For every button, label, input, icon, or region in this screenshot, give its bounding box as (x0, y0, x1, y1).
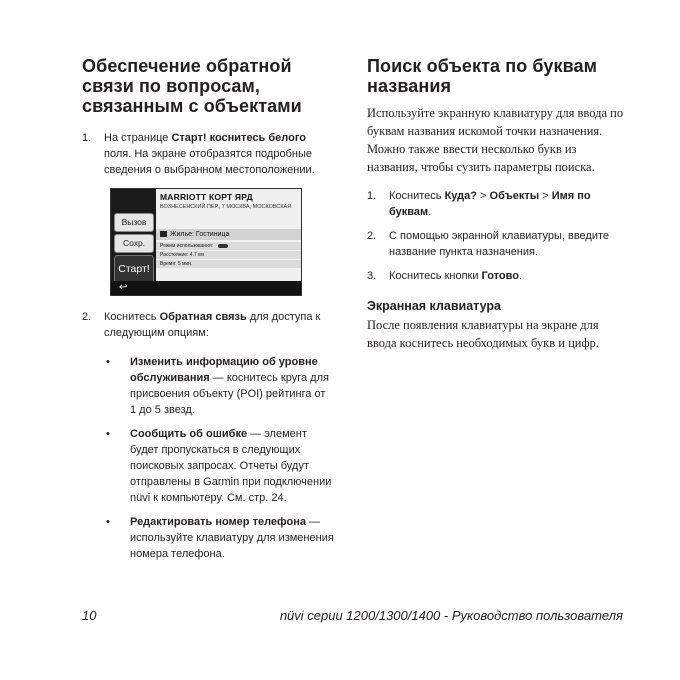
right-intro: Используйте экранную клавиатуру для ввода по буквам названия искомой точки назначения. Можно также ввести несколько букв из названия, чтобы сузить параметры поиска. (367, 106, 624, 174)
list-item (82, 354, 334, 418)
right-step-1 (367, 188, 629, 220)
step-text-pre: На странице (104, 132, 172, 144)
step-text-bold: Готово (481, 270, 519, 282)
left-step-2 (82, 309, 334, 341)
menu-where-to: Куда? (444, 190, 477, 202)
left-step-1 (82, 130, 334, 178)
bed-icon (160, 231, 167, 237)
separator: > (476, 190, 490, 202)
device-screenshot (110, 188, 302, 296)
bullet-icon: • (106, 356, 110, 368)
menu-points-of-interest: Объекты (489, 190, 540, 202)
right-column (367, 56, 629, 352)
category-label: Жилье: Гостиница (170, 231, 230, 238)
step-text-post: для доступа к следующим опциям: (104, 311, 321, 339)
step-text-pre: Коснитесь кнопки (389, 270, 482, 282)
option-title: Изменить информацию об уровне обслуживания (130, 356, 318, 384)
location-category (156, 229, 301, 240)
step-number: 1. (82, 132, 92, 144)
keyboard-text: После появления клавиатуры на экране для ввода коснитесь необходимых букв и цифр. (367, 318, 599, 350)
back-arrow-icon[interactable]: ↩ (119, 282, 128, 293)
usage-mode-row (156, 242, 301, 250)
step-text-pre: Коснитесь (104, 311, 160, 323)
bullet-icon: • (106, 428, 110, 440)
right-step-3 (367, 268, 629, 284)
left-steps-2 (82, 309, 334, 341)
option-text: — элемент будет пропускаться в следующих поисковых запросах. Отчеты будут отправлены в Garmin при подключении nüvi к компьютеру. См. стр. 24. (130, 428, 332, 504)
step-text: С помощью экранной клавиатуры, введите название пункта назначения. (389, 230, 610, 258)
save-button[interactable]: Сохр. (114, 234, 154, 253)
distance-row: Расстояние: 4.7 км (156, 251, 301, 259)
location-title: MARRIOTT КОРТ ЯРД (160, 192, 253, 202)
step-text-post: . (428, 206, 432, 218)
left-steps (82, 130, 334, 178)
page-number: 10 (82, 608, 97, 623)
step-number: 1. (367, 190, 377, 202)
step-number: 2. (82, 311, 92, 323)
location-address: ВОЗНЕСЕНСКИЙ ПЕР., 7 МОСКВА, МОСКОВСКАЯ (160, 204, 292, 210)
right-step-2 (367, 228, 629, 260)
left-column (82, 56, 334, 562)
start-button[interactable]: Старт! (114, 255, 154, 283)
time-row: Время: 5 мин. (156, 260, 301, 268)
option-text: — коснитесь круга для присвоения объекту (POI) рейтинга от 1 до 5 звезд. (130, 372, 329, 416)
left-heading: Обеспечение обратной связи по вопросам, связанным с объектами (82, 56, 302, 116)
option-title: Редактировать номер телефона (130, 516, 306, 528)
location-detail-panel[interactable] (156, 189, 301, 281)
step-number: 3. (367, 270, 377, 282)
keyboard-subheading: Экранная клавиатура (367, 299, 501, 313)
step-text-post: поля. На экране отобразятся подробные сведения о выбранном местоположении. (104, 148, 315, 176)
step-text-post: . (518, 270, 523, 282)
option-text: — используйте клавиатуру для изменения номера телефона. (130, 516, 334, 560)
footer-title: nüvi серии 1200/1300/1400 - Руководство пользователя (279, 608, 623, 623)
option-title: Сообщить об ошибке (130, 428, 248, 440)
feedback-options-list (82, 354, 334, 562)
usage-mode-label: Режим использования: (160, 243, 214, 249)
list-item (82, 426, 334, 506)
bullet-icon: • (106, 516, 110, 528)
menu-spell-name: Имя по буквам (389, 190, 591, 218)
list-item (82, 514, 334, 562)
separator: > (539, 190, 552, 202)
car-icon (218, 244, 228, 248)
step-text-bold: Старт! коснитесь белого (171, 132, 306, 144)
step-number: 2. (367, 230, 377, 242)
step-text-bold: Обратная связь (159, 311, 247, 323)
right-heading: Поиск объекта по буквам названия (367, 56, 598, 96)
step-text-pre: Коснитесь (389, 190, 445, 202)
right-steps (367, 188, 629, 284)
call-button[interactable]: Вызов (114, 213, 154, 232)
device-bottom-bar (111, 281, 301, 295)
